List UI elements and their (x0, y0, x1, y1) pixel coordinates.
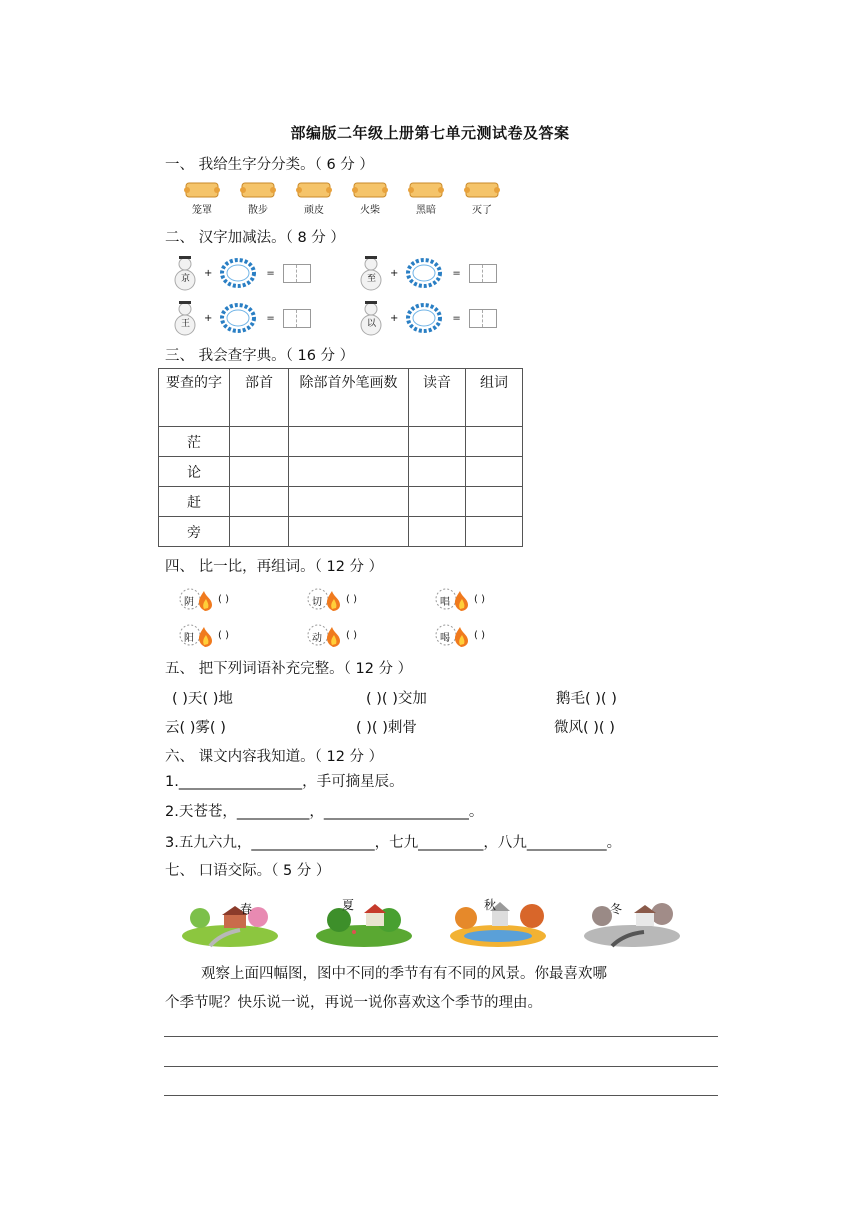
math-item (172, 298, 311, 338)
snowflake-wreath-icon[interactable] (404, 255, 444, 291)
answer-box[interactable] (469, 309, 497, 328)
table-cell-input[interactable] (466, 487, 523, 517)
section-3-heading: 三、 我会查字典。（ 16 分 ） (165, 348, 355, 364)
table-row (159, 487, 523, 517)
scroll-word: 黑暗 (416, 205, 436, 216)
oral-prompt-line-2: 个季节呢？快乐说一说，再说一说你喜欢这个季节的理由。 (165, 995, 542, 1011)
table-header: 读音 (409, 369, 466, 427)
plus-sign: + (204, 267, 213, 279)
snowman-icon (172, 300, 198, 336)
table-cell-char: 旁 (159, 517, 230, 547)
scroll-icon (239, 181, 277, 199)
table-cell-input[interactable] (289, 487, 409, 517)
season-label: 冬 (610, 902, 623, 916)
season-label: 夏 (342, 898, 355, 912)
fill-word-item[interactable]: ( )( )交加 (366, 691, 427, 707)
table-header: 部首 (230, 369, 289, 427)
blank-parens[interactable]: ( ) (346, 629, 357, 641)
compare-item (178, 587, 306, 611)
oral-prompt-line-1: 观察上面四幅图，图中不同的季节有有不同的风景。你最喜欢哪 (201, 966, 607, 982)
table-cell-input[interactable] (289, 517, 409, 547)
table-header: 要查的字 (159, 369, 230, 427)
compare-grid (178, 586, 562, 648)
season-label: 春 (240, 902, 253, 916)
page-title: 部编版二年级上册第七单元测试卷及答案 (290, 124, 570, 142)
compare-item (306, 623, 434, 647)
compare-char: 唱 (440, 597, 450, 608)
snowman-char: 京 (181, 274, 191, 284)
answer-line[interactable] (164, 1066, 718, 1067)
answer-box[interactable] (283, 264, 311, 283)
blank-parens[interactable]: ( ) (218, 593, 229, 605)
recall-question-1[interactable]: 1._________________，手可摘星辰。 (165, 774, 404, 790)
blank-parens[interactable]: ( ) (474, 593, 485, 605)
table-cell-input[interactable] (230, 427, 289, 457)
table-cell-input[interactable] (289, 427, 409, 457)
snowman-icon (358, 300, 384, 336)
scroll-icon (351, 181, 389, 199)
compare-row (178, 586, 562, 612)
section-6-heading: 六、 课文内容我知道。（ 12 分 ） (165, 749, 384, 765)
blank-parens[interactable]: ( ) (218, 629, 229, 641)
flame-icon (178, 587, 218, 611)
flame-icon (434, 623, 474, 647)
scroll-word-card (406, 181, 446, 219)
table-cell-input[interactable] (409, 457, 466, 487)
table-cell-input[interactable] (289, 457, 409, 487)
spring-picture (180, 890, 284, 954)
answer-line[interactable] (164, 1095, 718, 1096)
table-cell-input[interactable] (409, 517, 466, 547)
equals-sign: = (452, 267, 461, 279)
compare-row (178, 622, 562, 648)
table-cell-input[interactable] (230, 457, 289, 487)
compare-char: 阳 (184, 633, 194, 644)
scroll-word: 笼罩 (192, 205, 212, 216)
scroll-word-card (294, 181, 334, 219)
season-picture-row (180, 890, 686, 954)
compare-item (434, 623, 562, 647)
snowman-char: 王 (181, 319, 191, 329)
answer-box[interactable] (283, 309, 311, 328)
scroll-icon (407, 181, 445, 199)
flame-icon (178, 623, 218, 647)
equals-sign: = (266, 312, 275, 324)
table-cell-input[interactable] (409, 427, 466, 457)
equals-sign: = (266, 267, 275, 279)
blank-parens[interactable]: ( ) (474, 629, 485, 641)
flame-icon (434, 587, 474, 611)
snowflake-wreath-icon[interactable] (218, 255, 258, 291)
section-7-heading: 七、 口语交际。（ 5 分 ） (165, 863, 331, 879)
snowman-char: 以 (367, 319, 377, 329)
compare-item (178, 623, 306, 647)
scroll-icon (463, 181, 501, 199)
table-cell-input[interactable] (466, 427, 523, 457)
table-cell-input[interactable] (230, 487, 289, 517)
fill-word-item[interactable]: 鹅毛( )( ) (556, 691, 617, 707)
dictionary-table (158, 368, 523, 547)
plus-sign: + (204, 312, 213, 324)
fill-word-item[interactable]: 云( )雾( ) (165, 720, 226, 736)
plus-sign: + (390, 267, 399, 279)
recall-question-3[interactable]: 3.五九六九，_________________，七九_________，八九___________。 (165, 835, 622, 851)
scroll-word-card (462, 181, 502, 219)
blank-parens[interactable]: ( ) (346, 593, 357, 605)
scroll-icon (183, 181, 221, 199)
table-cell-input[interactable] (230, 517, 289, 547)
table-header: 除部首外笔画数 (289, 369, 409, 427)
scroll-word: 火柴 (360, 205, 380, 216)
fill-word-item[interactable]: ( )天( )地 (172, 691, 233, 707)
flame-icon (306, 587, 346, 611)
scroll-word-card (238, 181, 278, 219)
answer-box[interactable] (469, 264, 497, 283)
snowflake-wreath-icon[interactable] (218, 300, 258, 336)
math-item (358, 253, 497, 293)
snowflake-wreath-icon[interactable] (404, 300, 444, 336)
table-cell-char: 赶 (159, 487, 230, 517)
math-item (358, 298, 497, 338)
compare-item (434, 587, 562, 611)
recall-question-2[interactable]: 2.天苍苍，__________，____________________。 (165, 804, 484, 820)
scroll-word: 灭了 (472, 205, 492, 216)
table-cell-input[interactable] (466, 517, 523, 547)
table-cell-input[interactable] (466, 457, 523, 487)
autumn-picture (448, 890, 552, 954)
compare-char: 阴 (184, 597, 194, 608)
summer-picture (314, 890, 418, 954)
answer-line[interactable] (164, 1036, 718, 1037)
table-header: 组词 (466, 369, 523, 427)
table-header-row (159, 369, 523, 427)
scroll-word-row (182, 181, 502, 219)
section-2-heading: 二、 汉字加减法。（ 8 分 ） (165, 230, 345, 246)
flame-icon (306, 623, 346, 647)
snowman-char: 至 (367, 274, 377, 284)
winter-picture (582, 890, 686, 954)
math-item (172, 253, 311, 293)
table-row (159, 517, 523, 547)
equals-sign: = (452, 312, 461, 324)
table-row (159, 457, 523, 487)
table-cell-input[interactable] (409, 487, 466, 517)
fill-word-item[interactable]: ( )( )刺骨 (356, 720, 417, 736)
scroll-word-card (350, 181, 390, 219)
table-cell-char: 论 (159, 457, 230, 487)
scroll-word: 顽皮 (304, 205, 324, 216)
table-cell-char: 茫 (159, 427, 230, 457)
plus-sign: + (390, 312, 399, 324)
season-label: 秋 (484, 898, 497, 912)
fill-word-item[interactable]: 微风( )( ) (554, 720, 615, 736)
snowman-icon (172, 255, 198, 291)
compare-char: 动 (312, 633, 322, 644)
compare-char: 切 (312, 597, 322, 608)
section-1-heading: 一、 我给生字分分类。（ 6 分 ） (165, 157, 374, 173)
scroll-word: 散步 (248, 205, 268, 216)
section-5-heading: 五、 把下列词语补充完整。（ 12 分 ） (165, 661, 413, 677)
compare-char: 喝 (440, 633, 450, 644)
section-4-heading: 四、 比一比，再组词。（ 12 分 ） (165, 559, 384, 575)
scroll-icon (295, 181, 333, 199)
snowman-icon (358, 255, 384, 291)
scroll-word-card (182, 181, 222, 219)
table-row (159, 427, 523, 457)
compare-item (306, 587, 434, 611)
